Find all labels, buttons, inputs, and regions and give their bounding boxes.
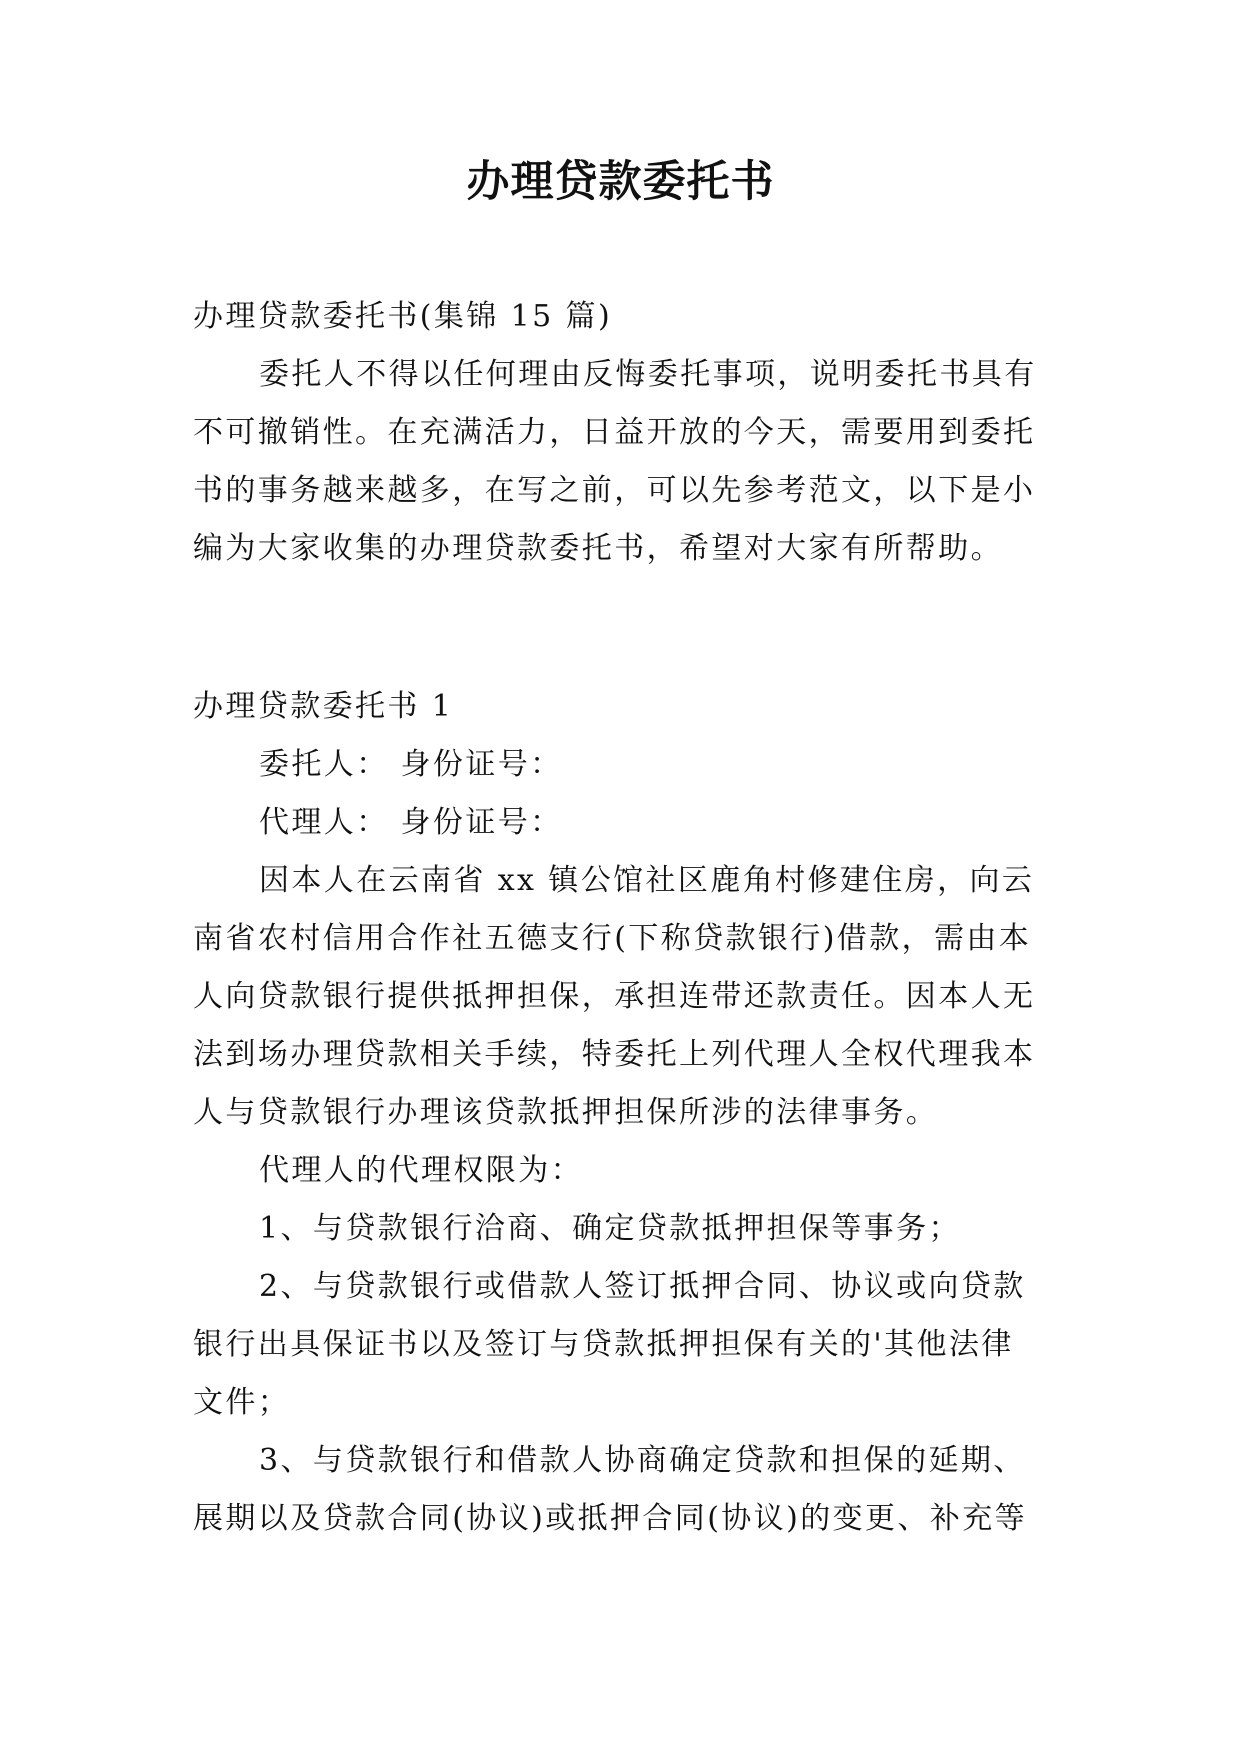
list-item: 2、与贷款银行或借款人签订抵押合同、协议或向贷款 <box>259 1269 1026 1304</box>
text-line: 法到场办理贷款相关手续，特委托上列代理人全权代理我本 <box>193 1037 1036 1072</box>
text-line: 因本人在云南省 xx 镇公馆社区鹿角村修建住房，向云 <box>259 863 1035 898</box>
text-line: 代理人： 身份证号： <box>259 805 563 840</box>
text-line: 委托人不得以任何理由反悔委托事项，说明委托书具有 <box>259 357 1037 392</box>
text-line: 银行出具保证书以及签订与贷款抵押担保有关的'其他法律 <box>193 1327 1014 1362</box>
document-title: 办理贷款委托书 <box>466 157 775 207</box>
section-gap <box>193 578 1053 678</box>
section-heading: 办理贷款委托书 1 <box>193 689 454 724</box>
text-line: 不可撤销性。在充满活力，日益开放的今天，需要用到委托 <box>193 415 1036 450</box>
text-line: 编为大家收集的办理贷款委托书，希望对大家有所帮助。 <box>193 531 1003 566</box>
text-line: 人与贷款银行办理该贷款抵押担保所涉的法律事务。 <box>193 1095 939 1130</box>
text-line: 人向贷款银行提供抵押担保，承担连带还款责任。因本人无 <box>193 979 1036 1014</box>
text-line: 文件； <box>193 1385 291 1420</box>
text-line: 展期以及贷款合同(协议)或抵押合同(协议)的变更、补充等 <box>193 1501 1028 1536</box>
text-line: 书的事务越来越多，在写之前，可以先参考范文，以下是小 <box>193 473 1036 508</box>
text-line: 南省农村信用合作社五德支行(下称贷款银行)借款，需由本 <box>193 921 1032 956</box>
text-line: 办理贷款委托书(集锦 15 篇) <box>193 299 613 334</box>
list-item: 3、与贷款银行和借款人协商确定贷款和担保的延期、 <box>259 1443 1026 1478</box>
text-line: 委托人： 身份证号： <box>259 747 563 782</box>
document-body <box>193 288 1053 1548</box>
list-item: 1、与贷款银行洽商、确定贷款抵押担保等事务； <box>259 1211 961 1246</box>
text-line: 代理人的代理权限为： <box>259 1153 583 1188</box>
